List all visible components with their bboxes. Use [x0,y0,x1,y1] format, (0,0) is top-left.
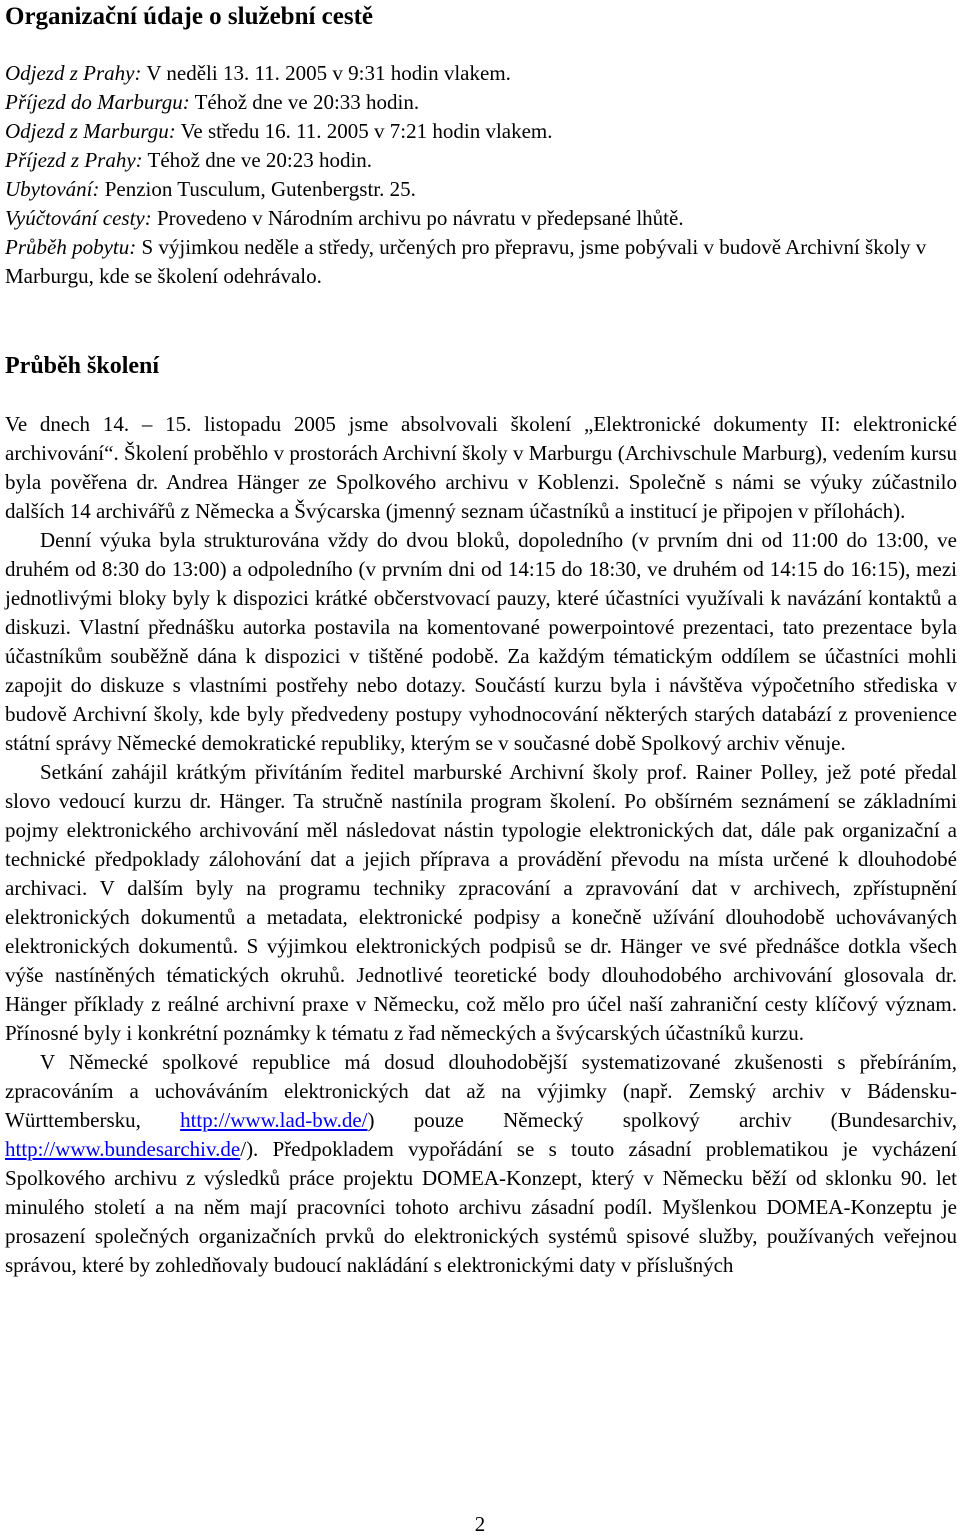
info-value: V neděli 13. 11. 2005 v 9:31 hodin vlakem. [141,61,511,85]
info-label: Příjezd do Marburgu: [5,90,190,114]
info-row-departure-marburg [5,117,957,146]
info-value: Téhož dne ve 20:23 hodin. [142,148,373,172]
paragraph-germany-experience [5,1048,957,1280]
info-value: Téhož dne ve 20:33 hodin. [189,90,420,114]
info-label: Odjezd z Marburgu: [5,119,176,143]
info-label: Vyúčtování cesty: [5,206,152,230]
link-lad-bw[interactable]: http://www.lad-bw.de/ [180,1108,368,1132]
info-row-arrival-prague [5,146,957,175]
info-label: Ubytování: [5,177,100,201]
info-row-arrival-marburg [5,88,957,117]
info-value: S výjimkou neděle a středy, určených pro přepravu, jsme pobývali v budově Archivní školy v Marburgu, kde se školení odehrávalo. [5,235,927,288]
info-row-departure-prague [5,59,957,88]
body-text [5,410,957,1280]
info-value: Penzion Tusculum, Gutenbergstr. 25. [99,177,416,201]
info-row-settlement [5,204,957,233]
link-bundesarchiv[interactable]: http://www.bundesarchiv.de [5,1137,241,1161]
info-row-stay-course [5,233,957,291]
info-label: Odjezd z Prahy: [5,61,142,85]
paragraph-daily-schedule: Denní výuka byla strukturována vždy do dvou bloků, dopoledního (v prvním dni od 11:00 do 13:00, ve druhém od 8:30 do 13:00) a odpoledního (v prvním dni od 14:15 do 18:30, ve druhém od 14:15 do 16:15), mezi jednotlivými bloky byly k dispozici krátké občerstvovací pauzy, které účastníci využívali k navázání kontaktů a diskuzi. Vlastní přednášku autorka postavila na komentované powerpointové prezentaci, tato prezentace byla účastníkům souběžně dána k dispozici v tištěné podobě. Za každým tématickým oddílem se účastníci mohli zapojit do diskuze s vlastními postřehy nebo dotazy. Součástí kurzu byla i návštěva výpočetního střediska v budově Archivní školy, kde byly předvedeny postupy vyhodnocování některých starých databází z provenience státní správy Německé demokratické republiky, kterým se v současné době Spolkový archiv věnuje. [5,528,957,755]
info-value: Ve středu 16. 11. 2005 v 7:21 hodin vlakem. [175,119,553,143]
paragraph-text: ) pouze Německý spolkový archiv (Bundesarchiv, [367,1108,958,1132]
paragraph-text: /). Předpokladem vypořádání se s touto zásadní problematikou je vycházení Spolkového archivu z výsledků práce projektu DOMEA-Konzept, který v Německu běží od sklonku 90. let minulého století a na něm mají pracovníci tohoto archivu zásadní podíl. Myšlenkou DOMEA-Konzeptu je prosazení společných organizačních prvků do elektronických systémů spisové služby, používaných veřejnou správou, které by zohledňovaly budoucí nakládání s elektronickými daty v příslušných [5,1137,957,1277]
trip-info-list [5,59,957,291]
paragraph-opening: Setkání zahájil krátkým přivítáním ředitel marburské Archivní školy prof. Rainer Polley, jež poté předal slovo vedoucí kurzu dr. Hänger. Ta stručně nastínila program školení. Po obšírném seznámení se základními pojmy elektronického archivování měl následovat nástin typologie elektronických dat, dále pak organizační a technické předpoklady zálohování dat a jejich příprava a provádění převodu na místa určené k dlouhodobé archivaci. V dalším byly na programu techniky zpracování a zpravování dat v archivech, zpřístupnění elektronických dokumentů a metadata, elektronické podpisy a konečně užívání dlouhodobě uchovávaných elektronických dokumentů. S výjimkou elektronických podpisů se dr. Hänger ve své přednášce dotkla všech výše nastíněných tématických okruhů. Jednotlivé teoretické body dlouhodobého archivování glosovala dr. Hänger příklady z reálné archivní praxe v Německu, což mělo pro účel naší zahraniční cesty klíčový význam. Přínosné byly i konkrétní poznámky k tématu z řad německých a švýcarských účastníků kurzu. [5,760,957,1045]
heading-course-progress: Průběh školení [5,353,160,379]
paragraph-text: V Německé spolkové republice má dosud dlouhodobější systematizované zkušenosti s přebíráním, zpracováním a uchováváním elektronických dat až na výjimky (např. Zemský archiv v Bádensku-Württembersku, [5,1050,957,1132]
info-label: Průběh pobytu: [5,235,137,259]
info-label: Příjezd z Prahy: [5,148,143,172]
page-number: 2 [474,1512,486,1536]
info-value: Provedeno v Národním archivu po návratu v předepsané lhůtě. [151,206,684,230]
paragraph-intro: Ve dnech 14. – 15. listopadu 2005 jsme absolvovali školení „Elektronické dokumenty II: elektronické archivování“. Školení proběhlo v prostorách Archivní školy v Marburgu (Archivschule Marburg), vedením kursu byla pověřena dr. Andrea Hänger ze Spolkového archivu v Koblenzi. Společně s námi se výuky zúčastnilo dalších 14 archivářů z Německa a Švýcarska (jmenný seznam účastníků a institucí je připojen v přílohách). [5,412,957,523]
info-row-accommodation [5,175,957,204]
heading-organizational-details: Organizační údaje o služební cestě [5,3,374,30]
